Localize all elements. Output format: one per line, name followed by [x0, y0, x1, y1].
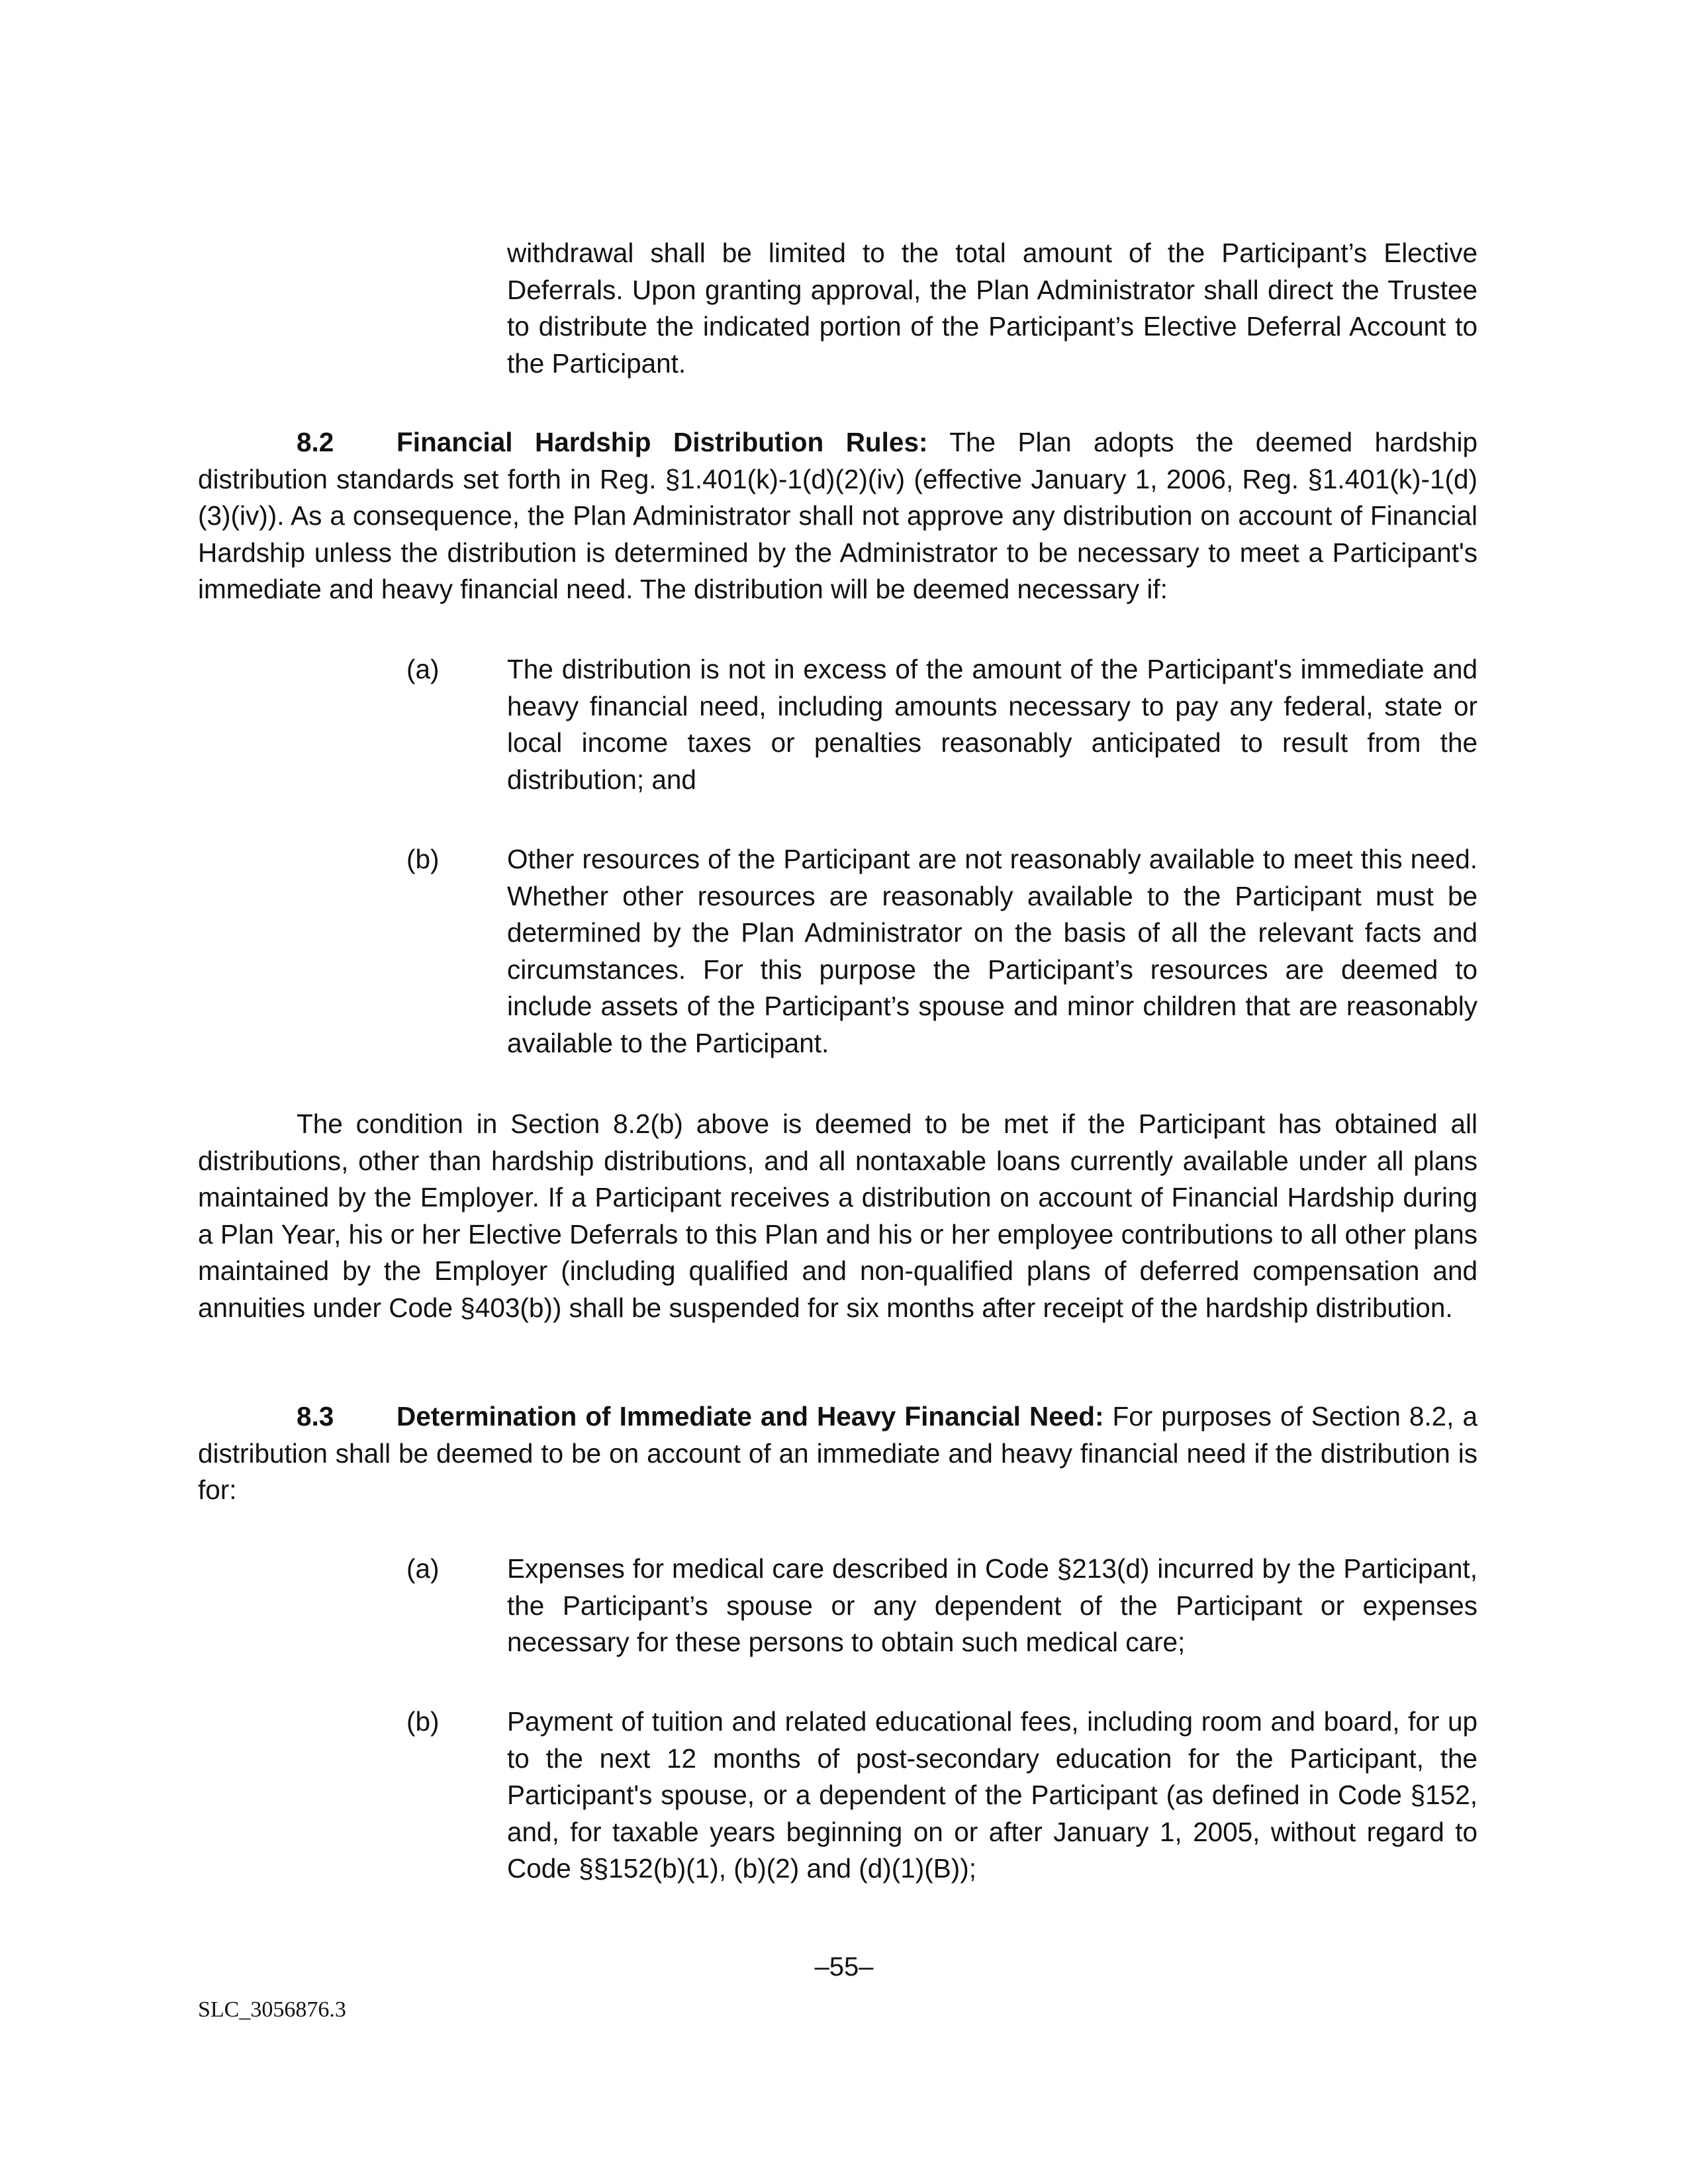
section-8-3-title: Determination of Immediate and Heavy Financial Need: [397, 1401, 1104, 1432]
section-8-3-text: For purposes of Section 8.2, a distribution shall be deemed to be on account of an immediate and heavy financial need if the distribution is for: [198, 1401, 1477, 1505]
document-id: SLC_3056876.3 [198, 1997, 346, 2022]
section-8-2-paragraph [198, 424, 1477, 608]
item-label: (b) [406, 1706, 440, 1737]
section-8-2-number: 8.2 [297, 427, 334, 457]
section-8-2-text: The Plan adopts the deemed hardship distribution standards set forth in Reg. §1.401(k)-1(d)(2)(iv) (effective January 1, 2006, Reg. §1.401(k)-1(d)(3)(iv)). As a consequence, the Plan Administrator shall not approve any distribution on account of Financial Hardship unless the distribution is determined by the Administrator to be necessary to meet a Participant's immediate and heavy financial need. The distribution will be deemed necessary if: [198, 427, 1477, 604]
item-text: Other resources of the Participant are not reasonably available to meet this need. Whether other resources are reasonably available to the Participant must be determined by the Plan Administrator on the basis of all the relevant facts and circumstances. For this purpose the Participant’s resources are deemed to include assets of the Participant’s spouse and minor children that are reasonably available to the Participant. [507, 844, 1477, 1058]
item-text: Payment of tuition and related educational fees, including room and board, for up to the next 12 months of post-secondary education for the Participant, the Participant's spouse, or a dependent of the Participant (as defined in Code §152, and, for taxable years beginning on or after January 1, 2005, without regard to Code §§152(b)(1), (b)(2) and (d)(1)(B)); [507, 1706, 1477, 1884]
item-text: Expenses for medical care described in Code §213(d) incurred by the Participant, the Participant’s spouse or any dependent of the Participant or expenses necessary for these persons to obtain such medical care; [507, 1553, 1477, 1657]
item-label: (a) [406, 654, 440, 684]
condition-text: The condition in Section 8.2(b) above is deemed to be met if the Participant has obtained all distributions, other than hardship distributions, and all nontaxable loans currently available under all plans maintained by the Employer. If a Participant receives a distribution on account of Financial Hardship during a Plan Year, his or her Elective Deferrals to this Plan and his or her employee contributions to all other plans maintained by the Employer (including qualified and non-qualified plans of deferred compensation and annuities under Code §403(b)) shall be suspended for six months after receipt of the hardship distribution. [198, 1109, 1477, 1323]
section-8-2-title: Financial Hardship Distribution Rules: [397, 427, 928, 457]
item-text: The distribution is not in excess of the amount of the Participant's immediate and heavy financial need, including amounts necessary to pay any federal, state or local income taxes or penalties reasonably anticipated to result from the distribution; and [507, 654, 1477, 795]
condition-paragraph [198, 1106, 1477, 1326]
continuation-paragraph: withdrawal shall be limited to the total amount of the Participant’s Elective Deferrals. Upon granting approval, the Plan Administrator shall direct the Trustee to distribute the indicated portion of the Participant’s Elective Deferral Account to the Participant. [507, 238, 1477, 379]
item-label: (a) [406, 1553, 440, 1584]
page-number: –55– [814, 1952, 874, 1981]
section-8-3-number: 8.3 [297, 1401, 334, 1432]
item-label: (b) [406, 844, 440, 874]
section-8-3-paragraph [198, 1398, 1477, 1509]
